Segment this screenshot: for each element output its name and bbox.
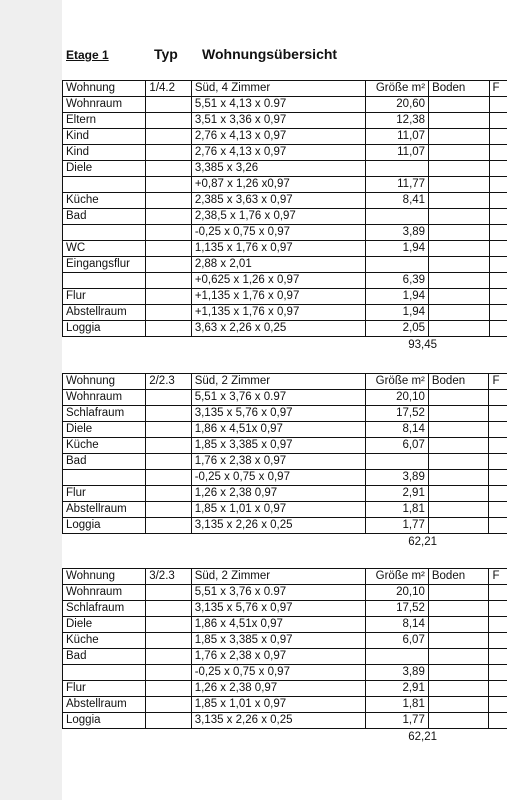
dimensions-cell: 1,76 x 2,38 x 0,97 <box>191 454 365 470</box>
type-cell <box>146 617 192 633</box>
dimensions-cell: 3,51 x 3,36 x 0,97 <box>191 113 365 129</box>
type-cell <box>146 422 192 438</box>
f-cell <box>489 649 507 665</box>
f-cell <box>489 257 507 273</box>
dimensions-cell: +1,135 x 1,76 x 0,97 <box>191 305 365 321</box>
area-cell: 2,91 <box>365 681 428 697</box>
room-name-cell: Flur <box>63 681 146 697</box>
header-cell-wohnung: Wohnung <box>63 569 146 585</box>
area-cell: 1,77 <box>365 713 428 729</box>
type-cell <box>146 601 192 617</box>
header-cell-size: Größe m² <box>365 374 428 390</box>
room-name-cell: Abstellraum <box>63 502 146 518</box>
room-name-cell: Wohnraum <box>63 390 146 406</box>
f-cell <box>489 273 507 289</box>
room-name-cell: Loggia <box>63 321 146 337</box>
type-cell <box>146 697 192 713</box>
table-row <box>63 601 507 617</box>
unit-table <box>62 568 507 729</box>
dimensions-cell: 5,51 x 4,13 x 0.97 <box>191 97 365 113</box>
dimensions-cell: 1,26 x 2,38 0,97 <box>191 486 365 502</box>
area-cell: 8,14 <box>365 422 428 438</box>
boden-cell <box>428 649 489 665</box>
room-name-cell: Kind <box>63 145 146 161</box>
table-row <box>63 129 507 145</box>
header-cell-wohnung: Wohnung <box>63 81 146 97</box>
type-cell <box>146 454 192 470</box>
header-cell-size: Größe m² <box>365 81 428 97</box>
type-cell <box>146 129 191 145</box>
f-cell <box>489 225 507 241</box>
total-area: 93,45 <box>408 339 437 351</box>
f-cell <box>489 713 507 729</box>
header-cell-description: Süd, 2 Zimmer <box>191 569 365 585</box>
table-row <box>63 502 507 518</box>
header-cell-boden: Boden <box>428 374 489 390</box>
table-row <box>63 665 507 681</box>
f-cell <box>489 193 507 209</box>
boden-cell <box>429 209 489 225</box>
f-cell <box>489 585 507 601</box>
boden-cell <box>429 161 489 177</box>
room-name-cell: Eingangsflur <box>63 257 146 273</box>
room-name-cell: Küche <box>63 633 146 649</box>
header-cell-type: 2/2.3 <box>146 374 192 390</box>
room-name-cell: Bad <box>63 454 146 470</box>
area-cell <box>365 209 428 225</box>
boden-cell <box>429 241 489 257</box>
area-cell: 11,07 <box>365 145 428 161</box>
room-name-cell: Wohnraum <box>63 97 146 113</box>
table-row <box>63 193 507 209</box>
room-name-cell: Eltern <box>63 113 146 129</box>
table-row <box>63 649 507 665</box>
table-row <box>63 321 507 337</box>
dimensions-cell: 2,76 x 4,13 x 0,97 <box>191 145 365 161</box>
f-cell <box>489 486 507 502</box>
type-cell <box>146 273 191 289</box>
header-cell-boden: Boden <box>429 81 489 97</box>
room-name-cell: Kind <box>63 129 146 145</box>
f-cell <box>489 289 507 305</box>
room-name-cell <box>63 225 146 241</box>
area-cell: 2,91 <box>365 486 428 502</box>
type-cell <box>146 257 191 273</box>
table-row <box>63 697 507 713</box>
area-cell: 6,39 <box>365 273 428 289</box>
unit-table <box>62 80 507 337</box>
page-header <box>66 46 496 66</box>
type-cell <box>146 681 192 697</box>
boden-cell <box>428 518 489 534</box>
area-cell: 1,81 <box>365 697 428 713</box>
type-cell <box>146 633 192 649</box>
table-row <box>63 633 507 649</box>
f-cell <box>489 422 507 438</box>
f-cell <box>489 518 507 534</box>
type-cell <box>146 193 191 209</box>
header-cell-type: 3/2.3 <box>146 569 192 585</box>
table-header-row <box>63 81 507 97</box>
area-cell: 1,94 <box>365 305 428 321</box>
room-name-cell: Küche <box>63 193 146 209</box>
boden-cell <box>429 225 489 241</box>
unit-table-1 <box>62 80 507 353</box>
type-cell <box>146 438 192 454</box>
dimensions-cell: 5,51 x 3,76 x 0.97 <box>191 585 365 601</box>
header-cell-description: Süd, 4 Zimmer <box>191 81 365 97</box>
f-cell <box>489 305 507 321</box>
dimensions-cell: 3,63 x 2,26 x 0,25 <box>191 321 365 337</box>
area-cell: 20,10 <box>365 390 428 406</box>
table-row <box>63 209 507 225</box>
dimensions-cell: 1,85 x 3,385 x 0,97 <box>191 438 365 454</box>
unit-table-2 <box>62 373 507 550</box>
boden-cell <box>428 585 489 601</box>
f-cell <box>489 633 507 649</box>
boden-cell <box>428 390 489 406</box>
area-cell: 8,14 <box>365 617 428 633</box>
boden-cell <box>428 601 489 617</box>
type-cell <box>146 518 192 534</box>
area-cell: 6,07 <box>365 438 428 454</box>
type-cell <box>146 177 191 193</box>
table-row <box>63 713 507 729</box>
room-name-cell <box>63 273 146 289</box>
room-name-cell: Küche <box>63 438 146 454</box>
room-name-cell: Schlafraum <box>63 406 146 422</box>
type-cell <box>146 161 191 177</box>
area-cell: 11,77 <box>365 177 428 193</box>
dimensions-cell: 5,51 x 3,76 x 0.97 <box>191 390 365 406</box>
area-cell: 17,52 <box>365 601 428 617</box>
area-cell: 3,89 <box>365 665 428 681</box>
area-cell: 3,89 <box>365 225 428 241</box>
table-row <box>63 257 507 273</box>
unit-table <box>62 373 507 534</box>
room-name-cell: Bad <box>63 649 146 665</box>
margin-shade <box>0 0 62 800</box>
boden-cell <box>428 681 489 697</box>
dimensions-cell: 3,135 x 5,76 x 0,97 <box>191 601 365 617</box>
table-header-row <box>63 374 507 390</box>
room-name-cell: Flur <box>63 486 146 502</box>
type-label: Typ <box>154 46 178 62</box>
f-cell <box>489 390 507 406</box>
f-cell <box>489 145 507 161</box>
boden-cell <box>429 305 489 321</box>
dimensions-cell: 2,76 x 4,13 x 0,97 <box>191 129 365 145</box>
f-cell <box>489 470 507 486</box>
type-cell <box>146 585 192 601</box>
area-cell: 17,52 <box>365 406 428 422</box>
header-cell-f: F <box>489 374 507 390</box>
f-cell <box>489 502 507 518</box>
area-cell: 11,07 <box>365 129 428 145</box>
f-cell <box>489 454 507 470</box>
type-cell <box>146 97 191 113</box>
area-cell: 1,94 <box>365 241 428 257</box>
boden-cell <box>428 665 489 681</box>
dimensions-cell: 3,135 x 2,26 x 0,25 <box>191 518 365 534</box>
area-cell <box>365 649 428 665</box>
type-cell <box>146 470 192 486</box>
dimensions-cell: -0,25 x 0,75 x 0,97 <box>191 470 365 486</box>
boden-cell <box>429 289 489 305</box>
boden-cell <box>429 97 489 113</box>
table-row <box>63 305 507 321</box>
table-row <box>63 438 507 454</box>
table-row <box>63 161 507 177</box>
room-name-cell <box>63 177 146 193</box>
dimensions-cell: -0,25 x 0,75 x 0,97 <box>191 665 365 681</box>
type-cell <box>146 502 192 518</box>
table-row <box>63 273 507 289</box>
total-area: 62,21 <box>408 536 437 548</box>
dimensions-cell: 1,85 x 1,01 x 0,97 <box>191 502 365 518</box>
table-row <box>63 225 507 241</box>
room-name-cell: Diele <box>63 422 146 438</box>
dimensions-cell: 2,38,5 x 1,76 x 0,97 <box>191 209 365 225</box>
area-cell: 1,81 <box>365 502 428 518</box>
dimensions-cell: 1,85 x 1,01 x 0,97 <box>191 697 365 713</box>
table-row <box>63 145 507 161</box>
boden-cell <box>429 193 489 209</box>
room-name-cell: Abstellraum <box>63 305 146 321</box>
boden-cell <box>429 273 489 289</box>
table-row <box>63 177 507 193</box>
table-row <box>63 422 507 438</box>
boden-cell <box>428 470 489 486</box>
boden-cell <box>429 129 489 145</box>
f-cell <box>489 209 507 225</box>
header-cell-boden: Boden <box>428 569 489 585</box>
area-cell <box>365 257 428 273</box>
unit-table-3 <box>62 568 507 745</box>
table-row <box>63 454 507 470</box>
header-cell-wohnung: Wohnung <box>63 374 146 390</box>
type-cell <box>146 241 191 257</box>
table-row <box>63 289 507 305</box>
room-name-cell: Flur <box>63 289 146 305</box>
room-name-cell: Loggia <box>63 518 146 534</box>
type-cell <box>146 649 192 665</box>
page-title: Wohnungsübersicht <box>202 46 338 62</box>
boden-cell <box>428 454 489 470</box>
dimensions-cell: -0,25 x 0,75 x 0,97 <box>191 225 365 241</box>
dimensions-cell: 1,26 x 2,38 0,97 <box>191 681 365 697</box>
header-cell-f: F <box>489 81 507 97</box>
boden-cell <box>428 617 489 633</box>
header-cell-size: Größe m² <box>365 569 428 585</box>
table-row <box>63 390 507 406</box>
dimensions-cell: 2,88 x 2,01 <box>191 257 365 273</box>
dimensions-cell: 3,135 x 2,26 x 0,25 <box>191 713 365 729</box>
area-cell: 8,41 <box>365 193 428 209</box>
area-cell: 20,60 <box>365 97 428 113</box>
type-cell <box>146 305 191 321</box>
dimensions-cell: 1,135 x 1,76 x 0,97 <box>191 241 365 257</box>
header-cell-description: Süd, 2 Zimmer <box>191 374 365 390</box>
type-cell <box>146 289 191 305</box>
type-cell <box>146 321 191 337</box>
table-row <box>63 406 507 422</box>
dimensions-cell: 1,85 x 3,385 x 0,97 <box>191 633 365 649</box>
table-row <box>63 113 507 129</box>
f-cell <box>489 129 507 145</box>
f-cell <box>489 177 507 193</box>
type-cell <box>146 486 192 502</box>
f-cell <box>489 601 507 617</box>
type-cell <box>146 209 191 225</box>
type-cell <box>146 225 191 241</box>
boden-cell <box>428 633 489 649</box>
table-row <box>63 518 507 534</box>
dimensions-cell: 2,385 x 3,63 x 0,97 <box>191 193 365 209</box>
table-row <box>63 585 507 601</box>
table-row <box>63 470 507 486</box>
f-cell <box>489 241 507 257</box>
room-name-cell: WC <box>63 241 146 257</box>
table-row <box>63 486 507 502</box>
f-cell <box>489 97 507 113</box>
type-cell <box>146 145 191 161</box>
area-cell <box>365 454 428 470</box>
f-cell <box>489 617 507 633</box>
boden-cell <box>429 321 489 337</box>
boden-cell <box>429 177 489 193</box>
room-name-cell: Bad <box>63 209 146 225</box>
f-cell <box>489 113 507 129</box>
area-cell: 6,07 <box>365 633 428 649</box>
table-row <box>63 241 507 257</box>
table-header-row <box>63 569 507 585</box>
boden-cell <box>428 697 489 713</box>
floor-label: Etage 1 <box>66 48 109 62</box>
dimensions-cell: 1,86 x 4,51x 0,97 <box>191 617 365 633</box>
area-cell: 2,05 <box>365 321 428 337</box>
boden-cell <box>428 438 489 454</box>
boden-cell <box>428 406 489 422</box>
table-row <box>63 97 507 113</box>
room-name-cell: Abstellraum <box>63 697 146 713</box>
room-name-cell: Schlafraum <box>63 601 146 617</box>
boden-cell <box>429 145 489 161</box>
type-cell <box>146 665 192 681</box>
room-name-cell: Wohnraum <box>63 585 146 601</box>
dimensions-cell: 1,76 x 2,38 x 0,97 <box>191 649 365 665</box>
area-cell: 1,77 <box>365 518 428 534</box>
type-cell <box>146 390 192 406</box>
room-name-cell: Diele <box>63 161 146 177</box>
type-cell <box>146 713 192 729</box>
header-cell-type: 1/4.2 <box>146 81 191 97</box>
boden-cell <box>428 502 489 518</box>
f-cell <box>489 665 507 681</box>
room-name-cell <box>63 665 146 681</box>
area-cell: 1,94 <box>365 289 428 305</box>
boden-cell <box>429 113 489 129</box>
f-cell <box>489 697 507 713</box>
header-cell-f: F <box>489 569 507 585</box>
area-cell: 12,38 <box>365 113 428 129</box>
f-cell <box>489 681 507 697</box>
boden-cell <box>428 713 489 729</box>
f-cell <box>489 321 507 337</box>
dimensions-cell: 3,385 x 3,26 <box>191 161 365 177</box>
dimensions-cell: +0,625 x 1,26 x 0,97 <box>191 273 365 289</box>
f-cell <box>489 406 507 422</box>
total-area: 62,21 <box>408 731 437 743</box>
room-name-cell: Diele <box>63 617 146 633</box>
dimensions-cell: +1,135 x 1,76 x 0,97 <box>191 289 365 305</box>
area-cell: 20,10 <box>365 585 428 601</box>
table-row <box>63 681 507 697</box>
room-name-cell <box>63 470 146 486</box>
f-cell <box>489 438 507 454</box>
area-cell <box>365 161 428 177</box>
dimensions-cell: 3,135 x 5,76 x 0,97 <box>191 406 365 422</box>
type-cell <box>146 406 192 422</box>
table-row <box>63 617 507 633</box>
dimensions-cell: 1,86 x 4,51x 0,97 <box>191 422 365 438</box>
boden-cell <box>428 422 489 438</box>
dimensions-cell: +0,87 x 1,26 x0,97 <box>191 177 365 193</box>
type-cell <box>146 113 191 129</box>
f-cell <box>489 161 507 177</box>
boden-cell <box>429 257 489 273</box>
area-cell: 3,89 <box>365 470 428 486</box>
boden-cell <box>428 486 489 502</box>
room-name-cell: Loggia <box>63 713 146 729</box>
